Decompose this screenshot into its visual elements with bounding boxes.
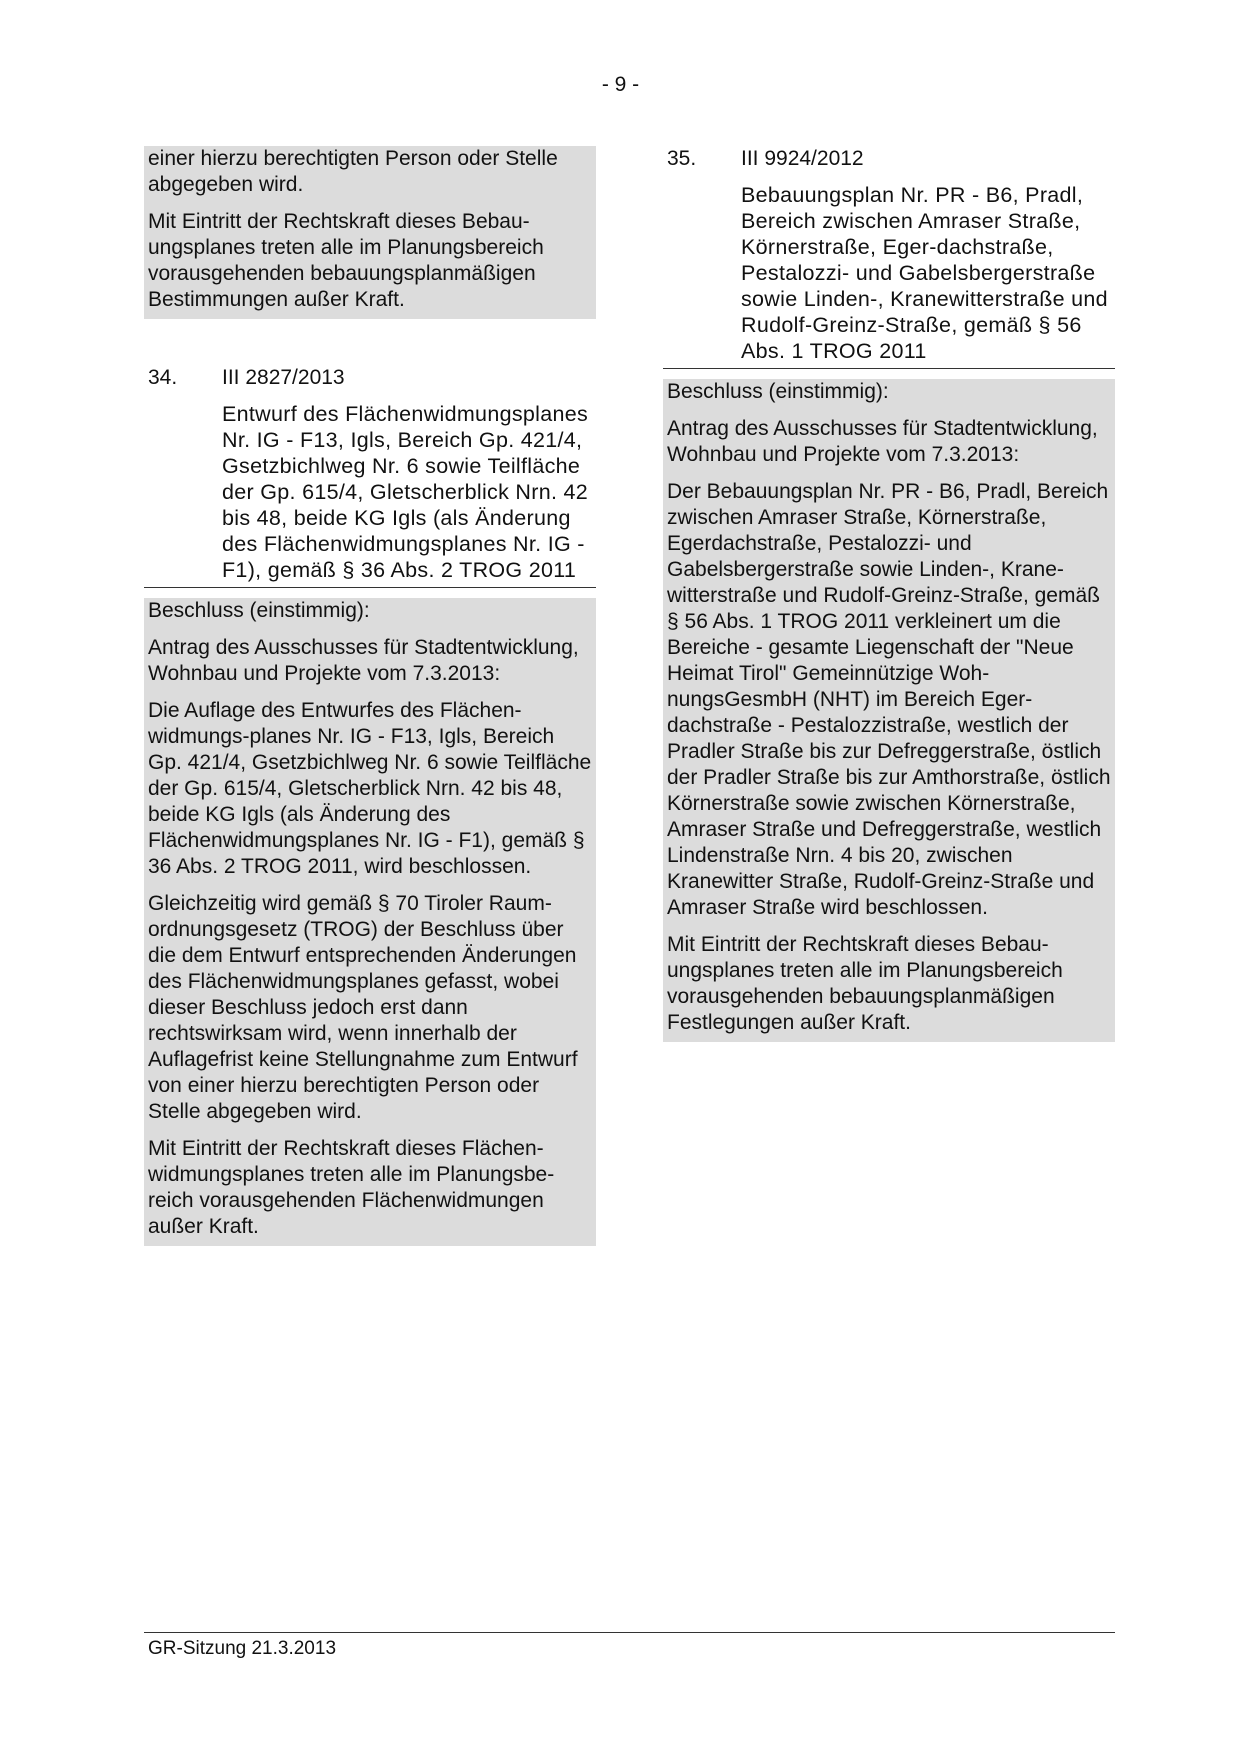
left-column: [144, 146, 596, 1246]
decision-block: [144, 598, 596, 1246]
decision-heading: Beschluss (einstimmig):: [667, 380, 889, 403]
item-title: Entwurf des Flächenwidmungsplanes Nr. IG - F13, Igls, Bereich Gp. 421/4, Gsetzbichlweg Nr. 6 sowie Teilfläche der Gp. 615/4, Gletscherblick Nrn. 42 bis 48, beide KG Igls (als Änderung des Flächenwidmungsplanes Nr. IG - F1), gemäß § 36 Abs. 2 TROG 2011: [222, 402, 589, 582]
decision-paragraph: Gleichzeitig wird gemäß § 70 Tiroler Raumordnungsgesetz (TROG) der Beschluss über die dem Entwurf entsprechenden Änderungen des Flächenwidmungsplanes gefasst, wobei dieser Beschluss jedoch erst dann rechtswirksam wird, wenn innerhalb der Auflagefrist keine Stellungnahme zum Entwurf von einer hierzu berechtigten Person oder Stelle abgegeben wird.: [148, 892, 578, 1123]
item-number: 34.: [148, 366, 178, 389]
decision-paragraph: Der Bebauungsplan Nr. PR - B6, Pradl, Bereich zwischen Amraser Straße, Körnerstraße, Egerdachstraße, Pestalozzi- und Gabelsbergerstraße sowie Linden-, Kranewitterstraße und Rudolf-Greinz-Straße, gemäß § 56 Abs. 1 TROG 2011 verkleinert um die Bereiche - gesamte Liegenschaft der "Neue Heimat Tirol" Gemeinnützige WohnungsGesmbH (NHT) im Bereich Egerdachstraße - Pestalozzistraße, westlich der Pradler Straße bis zur Defreggerstraße, östlich der Pradler Straße bis zur Amthorstraße, östlich Körnerstraße sowie zwischen Körnerstraße, Amraser Straße und Defreggerstraße, westlich Lindenstraße Nrn. 4 bis 20, zwischen Kranewitter Straße, Rudolf-Greinz-Straße und Amraser Straße wird beschlossen.: [667, 480, 1111, 919]
footer-divider: [144, 1632, 1115, 1633]
decision-heading: Beschluss (einstimmig):: [148, 599, 370, 622]
divider: [144, 587, 596, 588]
item-reference: III 2827/2013: [222, 366, 345, 389]
item-title: Bebauungsplan Nr. PR - B6, Pradl, Bereich zwischen Amraser Straße, Körnerstraße, Eger-dachstraße, Pestalozzi- und Gabelsbergerstraße sowie Linden-, Kranewitterstraße und Rudolf-Greinz-Straße, gemäß § 56 Abs. 1 TROG 2011: [741, 183, 1108, 363]
footer-text: GR-Sitzung 21.3.2013: [148, 1638, 337, 1659]
continuation-paragraph: Mit Eintritt der Rechtskraft dieses Bebauungsplanes treten alle im Planungsbereich vorausgehenden bebauungsplanmäßigen Bestimmungen außer Kraft.: [148, 210, 544, 311]
item-reference: III 9924/2012: [741, 147, 864, 170]
decision-paragraph: Antrag des Ausschusses für Stadtentwicklung, Wohnbau und Projekte vom 7.3.2013:: [148, 636, 579, 685]
continuation-paragraph: einer hierzu berechtigten Person oder Stelle abgegeben wird.: [148, 147, 558, 196]
decision-paragraph: Mit Eintritt der Rechtskraft dieses Flächenwidmungsplanes treten alle im Planungsbereich vorausgehenden Flächenwidmungen außer Kraft.: [148, 1137, 555, 1238]
agenda-item-header: [144, 365, 596, 391]
page-number: - 9 -: [601, 73, 640, 96]
right-column: [663, 146, 1115, 1042]
continuation-block: [144, 146, 596, 319]
agenda-item-header: [663, 146, 1115, 172]
decision-paragraph: Die Auflage des Entwurfes des Flächenwidmungs-planes Nr. IG - F13, Igls, Bereich Gp. 421/4, Gsetzbichlweg Nr. 6 sowie Teilfläche der Gp. 615/4, Gletscherblick Nrn. 42 bis 48, beide KG Igls (als Änderung des Flächenwidmungsplanes Nr. IG - F1), gemäß § 36 Abs. 2 TROG 2011, wird beschlossen.: [148, 699, 592, 878]
divider: [663, 368, 1115, 369]
item-number: 35.: [667, 147, 697, 170]
decision-paragraph: Antrag des Ausschusses für Stadtentwicklung, Wohnbau und Projekte vom 7.3.2013:: [667, 417, 1098, 466]
decision-paragraph: Mit Eintritt der Rechtskraft dieses Bebauungsplanes treten alle im Planungsbereich vorausgehenden bebauungsplanmäßigen Festlegungen außer Kraft.: [667, 933, 1063, 1034]
decision-block: [663, 379, 1115, 1042]
